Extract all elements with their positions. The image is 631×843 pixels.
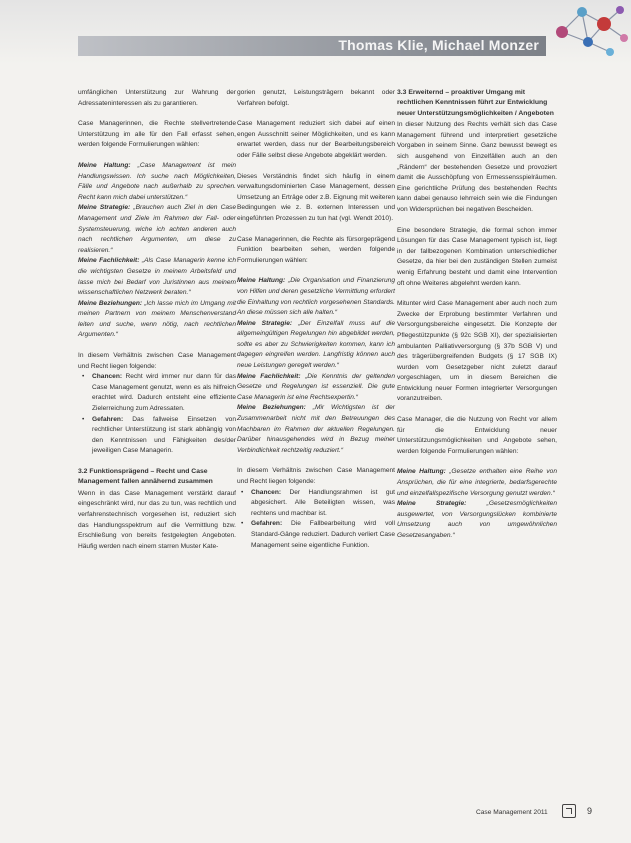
external-box-icon xyxy=(562,804,576,818)
paragraph: Eine besondere Strategie, die formal schon immer Lösungen für das Case Management typisch ist, liegt in der fallbezogenen Kombination unterschiedlicher Gesetze, da hier bei den zuständigen Stellen zumeist wenig Erfahrung besteht und damit eine Intervention oft ohne Weiteres abgelehnt werden kann. xyxy=(397,226,557,287)
quote-beziehungen: Meine Beziehungen: „Ich lasse mich im Umgang mit meinen Partnern von meinem Menschenverstand leiten und suche, wenn nötig, nach rechtlichen Argumenten.“ xyxy=(78,299,237,339)
bullet-list xyxy=(78,372,236,457)
molecule-logo-icon xyxy=(548,2,630,60)
quote-fachlichkeit: Meine Fachlichkeit: „Als Case Managerin kenne ich die wichtigsten Gesetze in meinem Arbeitsfeld und lasse mich bei Bedarf von Juristinnen aus meinem wissenschaftlichen Netzwerk beraten.“ xyxy=(78,257,236,297)
paragraph: Dieses Verständnis findet sich häufig in einem verwaltungsdominierten Case Management, dessen Umsetzung an Erträge oder z.B. Eignung mit weiteren Bedingungen wie z. B. externen Interessen und eingeführten Prozessen zu tun hat (vgl. Wendt 2010). xyxy=(237,172,395,222)
text-column-1 xyxy=(78,88,236,562)
paragraph: In diesem Verhältnis zwischen Case Management und Recht liegen folgende: xyxy=(78,352,236,370)
page-header-authors: Thomas Klie, Michael Monzer xyxy=(338,37,539,53)
quote-strategie: Meine Strategie: „Der Einzelfall muss auf die allgemeingültigen Regelungen hin abgebildet werden, sollte es aber zu Schwierigkeiten kommen, kann ich dagegen eingreifen werden. Langfristig können auch neue Leistungen geregelt werden.“ xyxy=(237,319,395,370)
quote-fachlichkeit: Meine Fachlichkeit: „Die Kenntnis der geltenden Gesetze und Regelungen ist essenziell. Die gute Case Managerin ist eine Rechtsexpertin.“ xyxy=(237,372,395,401)
paragraph: In dieser Nutzung des Rechts verhält sich das Case Management führend und interpretiert gesetzliche Vorgaben in seinem Sinne. Ganz bewusst bewegt es sich ausgehend von Einzelfällen auch an den „Rändern“ der bestehenden Gesetze und provoziert damit die Ausschöpfung von Ermessensspielräumen. Eine gerichtliche Prüfung des bestehenden Rechts kann dabei genauso lehrreich sein wie die Findungen von Widersprüchen bei negativen Bescheiden. xyxy=(397,121,557,213)
text-column-3 xyxy=(397,88,557,542)
paragraph: Case Managerinnen, die Rechte als fürsorgeprägend Funktion bearbeiten sehen, werden folgende Formulierungen wählen: xyxy=(237,235,395,264)
quote-haltung: Meine Haltung: „Case Management ist mein Handlungswissen. Ich suche nach Möglichkeiten, Fälle und Angebote nach außerhalb zu sprechen. Recht kann mich dabei unterstützen.“ xyxy=(78,161,236,201)
list-item: • Gefahren: Das fallweise Einsetzen von rechtlicher Unterstützung ist stark abhängig von den Kenntnissen und Fähigkeiten des/der jeweiligen Case Managerin. xyxy=(92,415,236,457)
list-item: • Chancen: Recht wird immer nur dann für das Case Management genutzt, wenn es als hilfreich erachtet wird. Dadurch entsteht eine effiziente Zielerreichung zum Adressaten. xyxy=(92,372,236,414)
paragraph: Case Manager, die die Nutzung von Recht vor allem für die Entwicklung neuer Unterstützungsmöglichkeiten und Angebote sehen, werden folgende Formulierungen wählen: xyxy=(397,416,557,455)
quote-strategie: Meine Strategie: „Brauchen auch Ziel in den Case Management und Ziele im Rahmen der Fall- oder Systemsteuerung, wiche ich achten anderen auch nach rechtlichen Argumenten, um diese zu realisieren.“ xyxy=(78,204,236,254)
section-heading-3-2: 3.2 Funktionsprägend – Recht und Case Management fallen annähernd zusammen xyxy=(78,468,213,486)
paragraph: Case Management reduziert sich dabei auf einen engen Ausschnitt seiner Möglichkeiten, und es kann erwartet werden, dass nur der Bearbeitungsbereich oder Fälle selbst diese Angebote abgeklärt werden. xyxy=(237,120,395,159)
section-heading-3-3: 3.3 Erweiternd – proaktiver Umgang mit rechtlichen Kenntnissen führt zur Entwicklung neuer Unterstützungsmöglichkeiten / Angeboten xyxy=(397,89,554,117)
text-column-2 xyxy=(237,88,395,561)
list-item: • Gefahren: Die Fallbearbeitung wird voll Standard-Gänge reduziert. Dadurch verliert Case Management seine eigentliche Funktion. xyxy=(251,519,395,551)
list-item: • Chancen: Der Handlungsrahmen ist gut abgesichert. Alle Beteiligten wissen, was rechtens und machbar ist. xyxy=(251,488,395,520)
quote-strategie: Meine Strategie: „Gesetzesmöglichkeiten ausgewertet, von Versorgungslücken kombinierte Umsetzung auch von umgewöhnlichen Gesetzesangaben.“ xyxy=(397,500,558,539)
bullet-list xyxy=(237,488,395,552)
paragraph: umfänglichen Unterstützung zur Wahrung der Adressateninteressen als zu garantieren. xyxy=(78,89,236,107)
page-number: 9 xyxy=(587,806,593,816)
quote-beziehungen: Meine Beziehungen: „Mir Wichtigsten ist der Zusammenarbeit nicht mit den Betreuungen des Machbaren im Rahmen der aktuellen Regelungen. Darüber hinausgehendes wird in Bezug meiner Verbindlichkeit rechtzeitig reduziert.“ xyxy=(237,404,396,454)
paragraph: In diesem Verhältnis zwischen Case Management und Recht liegen folgende: xyxy=(237,467,395,485)
paragraph: Case Managerinnen, die Rechte stellvertretende Unterstützung im alle für den Fall erfasst sehen, werden folgende Formulierungen wählen: xyxy=(78,120,236,149)
paragraph: gorien genutzt, Leistungsträgern bekannt oder Verfahren befolgt. xyxy=(237,89,395,107)
quote-haltung: Meine Haltung: „Gesetze enthalten eine Reihe von Ansprüchen, die für eine integrierte, bedarfsgerechte und einzelfallspezifische Versorgung genutzt werden.“ xyxy=(397,468,557,497)
quote-haltung: Meine Haltung: „Die Organisation und Finanzierung von Hilfen und deren gesetzliche Vermittlung erfordert die Einhaltung von rechtlich vorgesehenen Standards. An diese müssen sich alle halten.“ xyxy=(237,277,395,317)
paragraph: Wenn in das Case Management verstärkt darauf eingeschränkt wird, nur das zu tun, was rechtlich und verfahrenstechnisch vorgesehen ist, reduziert sich das Handlungsspektrum auf die Vermittlung bzw. Erschließung von bereits festgelegten Angeboten. Häufig werden nach einem starren Muster Kate- xyxy=(78,489,236,550)
paragraph: Mitunter wird Case Management aber auch noch zum Zwecke der Erprobung bestimmter Verfahren und Versorgungsbereiche eingesetzt. Die Konzepte der Pflegestützpunkte (§ 92c SGB XI), der spezialisierten ambulanten Palliativversorgung (§ 37b SGB V) und des trägerübergreifenden Budgets (§ 17 SGB IX) wurden vom Gesetzgeber nicht zuletzt darauf vorgeschlagen, um in diesem Bereichen die Entwicklung neuer Formen integrierter Versorgungen voranzutreiben. xyxy=(397,300,557,403)
footer-journal: Case Management 2011 xyxy=(476,809,548,816)
